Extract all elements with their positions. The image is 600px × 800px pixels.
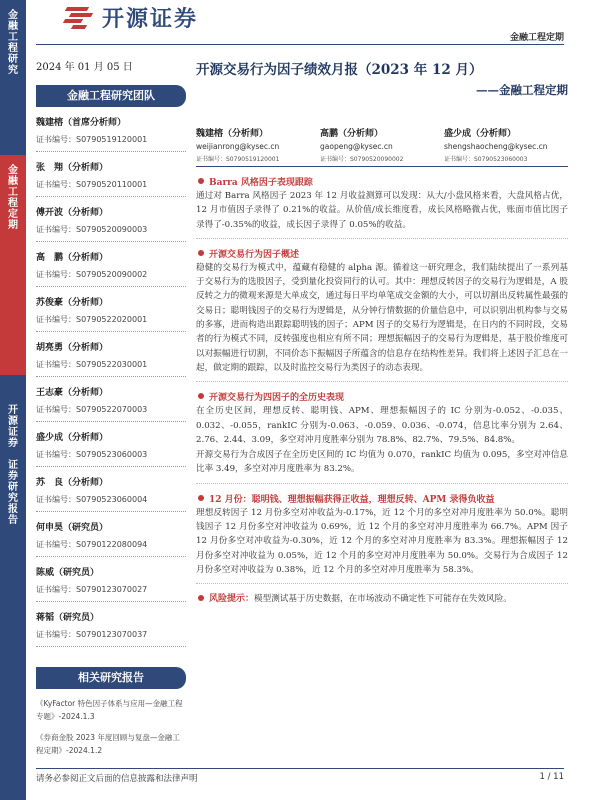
analyst-separator [36,331,186,332]
logo-stripes-icon [62,5,96,29]
side-char: 究 [8,65,18,76]
section-divider [196,483,568,484]
analyst-separator [36,646,186,647]
analyst-cert: 证书编号：S0790519120001 [36,135,148,144]
footer-disclaimer: 请务必参阅正文后面的信息披露和法律声明 [36,774,198,784]
risk-text: 模型测试基于历史数据，在市场波动不确定性下可能存在失效风险。 [254,594,512,605]
analyst-separator [36,241,186,242]
analyst-name: 苏俊豪（分析师） [36,298,109,308]
analyst-separator [36,466,186,467]
report-date: 2024 年 01 月 05 日 [36,62,133,73]
related-report-link[interactable]: 《券商金股 2023 年度回顾与复盘—金融工程定期》-2024.1.2 [36,733,180,755]
section-title: 开源交易行为四因子的全历史表现 [209,393,345,404]
side-strip-report [0,375,26,800]
section-text: 稳健的交易行为模式中，蕴藏有稳健的 alpha 源。循着这一研究理念，我们陆续提出了一系列基于交易行为的选股因子，受到量化投资同行的认可。其中：理想反转因子的交易行为逻辑是，A 股反转之力的微观来源是大单成交，通过每日平均单笔成交金额的大小，可以切割出反转属性最强的交易日；聪明钱因子的交易行为逻辑是，从分钟行情数据的价量信息中，可以识别出机构参与交易的多寡，进而构造出跟踪聪明钱的因子；APM 因子的交易行为逻辑是，在日内的不同时段，交易者的行为模式不同，反转强度也相应有所不同；理想振幅因子的交易行为逻辑是，基于股价维度可以对振幅进行切割，不同价态下振幅因子所蕴含的信息存在结构性差异。我们将上述因子汇总在一起，做定期的跟踪，以及时监控交易行为类因子的动态表现。 [196,262,568,373]
author-cert: 证书编号：S0790523060003 [444,156,528,163]
side-char: 研 [8,482,18,493]
section-title: 开源交易行为因子概述 [209,249,300,260]
analyst-entry [36,475,186,512]
section-text-2: 开源交易行为合成因子在全历史区间的 IC 均值为 0.070，rankIC 均值为 0.095，多空对冲信息比率 3.49，多空对冲月度胜率为 83.2%。 [196,450,568,475]
side-char: 券 [8,471,18,482]
section-risk [196,592,568,606]
side-strip-research [0,0,26,155]
analyst-cert: 证书编号：S0790522070003 [36,405,148,414]
bullet-icon [198,250,204,256]
section-title: 12 月份：聪明钱、理想振幅获得正收益，理想反转、APM 录得负收益 [209,494,495,505]
analyst-cert: 证书编号：S0790523060003 [36,450,148,459]
analyst-cert: 证书编号：S0790520090002 [36,270,148,279]
analyst-name: 魏建榕（首席分析师） [36,118,127,128]
analyst-separator [36,151,186,152]
side-char: 程 [8,198,18,209]
section-overview [196,247,568,375]
author-email[interactable]: shengshaocheng@kysec.cn [444,142,548,151]
section-history [196,390,568,476]
footer-divider [36,768,564,769]
author-block [196,126,568,167]
side-char: 证 [8,460,18,471]
analyst-name: 陈威（研究员） [36,568,100,578]
analyst-list [36,115,186,647]
analyst-separator [36,601,186,602]
related-reports-list [36,697,186,757]
main-column [196,52,568,607]
section-text: 理想反转因子 12 月份多空对冲收益为-0.17%，近 12 个月的多空对冲月度胜率为 50.0%。聪明钱因子 12 月份多空对冲收益为 0.69%，近 12 个月的多空对冲月度胜率为 66.7%。APM 因子 12 月份多空对冲收益为-0.30%，近 12 个月的多空对冲月度胜率为 83.3%。理想振幅因子 12 月份多空对冲收益为 0.05%，近 12 个月的多空对冲月度胜率为 50.0%。交易行为合成因子 12 月份多空对冲收益为 0.38%，近 12 个月的多空对冲月度胜率为 58.3%。 [196,507,568,575]
analyst-entry [36,340,186,377]
section-title: Barra 风格因子表现跟踪 [209,178,313,188]
author-cert: 证书编号：S0790520090002 [320,156,404,163]
side-char: 工 [8,187,18,198]
analyst-cert: 证书编号：S0790520090003 [36,225,148,234]
header-divider [36,44,564,45]
side-char: 金 [8,10,18,21]
company-logo [62,4,198,30]
analyst-entry [36,385,186,422]
author-entry [196,126,320,163]
side-char: 告 [8,515,18,526]
analyst-name: 高 鹏（分析师） [36,253,109,263]
analyst-entry [36,520,186,557]
side-char: 期 [8,220,18,231]
section-december [196,492,568,577]
side-char: 融 [8,176,18,187]
section-divider [196,583,568,584]
section-divider [196,381,568,382]
related-reports-title: 相关研究报告 [36,667,186,689]
bullet-icon [198,495,204,501]
report-title: 开源交易行为因子绩效月报（2023 年 12 月） [196,62,483,78]
analyst-entry [36,610,186,647]
author-entry [320,126,444,163]
analyst-cert: 证书编号：S0790122080094 [36,540,148,549]
analyst-name: 傅开波（分析师） [36,208,109,218]
analyst-separator [36,556,186,557]
side-char: 金 [8,165,18,176]
team-title: 金融工程研究团队 [36,85,186,107]
analyst-name: 何申昊（研究员） [36,523,109,533]
section-divider [196,238,568,239]
bullet-icon [198,595,204,601]
side-char: 程 [8,43,18,54]
side-char: 研 [8,54,18,65]
author-name: 魏建榕（分析师） [196,129,269,139]
analyst-separator [36,196,186,197]
author-name: 盛少成（分析师） [444,129,517,139]
analyst-name: 盛少成（分析师） [36,433,109,443]
side-char: 定 [8,209,18,220]
side-char: 报 [8,504,18,515]
side-char: 工 [8,32,18,43]
analyst-cert: 证书编号：S0790523060004 [36,495,148,504]
side-char: 开 [8,405,18,416]
author-entry [444,126,568,163]
analyst-separator [36,286,186,287]
bullet-icon [198,393,204,399]
section-text: 在全历史区间，理想反转、聪明钱、APM、理想振幅因子的 IC 分别为-0.052、-0.035、0.032、-0.055，rankIC 分别为-0.063、-0.059、0.036、-0.074，信息比率分别为 2.64、2.76、2.44、3.09，多空对冲月度胜率分别为 78.8%、82.7%、79.5%、84.8%。 [196,406,568,445]
header-category: 金融工程定期 [509,33,564,43]
analyst-name: 蒋韬（研究员） [36,613,100,623]
author-email[interactable]: gaopeng@kysec.cn [320,142,393,151]
analyst-name: 王志豪（分析师） [36,388,109,398]
side-strip-periodic [0,155,26,375]
side-char: 源 [8,416,18,427]
analyst-cert: 证书编号：S0790522030001 [36,360,148,369]
page-number: 1 / 11 [539,772,564,782]
left-column [36,52,186,757]
analyst-cert: 证书编号：S0790123070027 [36,585,148,594]
report-subtitle: ——金融工程定期 [476,83,568,97]
analyst-cert: 证书编号：S0790123070037 [36,630,148,639]
analyst-entry [36,250,186,287]
side-char [0,449,26,460]
analyst-name: 张 翔（分析师） [36,163,109,173]
analyst-entry [36,115,186,152]
analyst-name: 苏 良（分析师） [36,478,109,488]
section-text: 通过对 Barra 风格因子 2023 年 12 月收益测算可以发现：从大/小盘风格来看，大盘风格占优，12 月市值因子录得了 0.21%的收益。从价值/成长维度看，成长风格略微占优，账面市值比因子录得了-0.35%的收益，成长因子录得了 0.05%的收益。 [196,191,568,230]
analyst-separator [36,511,186,512]
risk-title: 风险提示： [209,594,255,605]
logo-text: 开源证券 [102,5,199,32]
side-char: 融 [8,21,18,32]
analyst-name: 胡亮勇（分析师） [36,343,109,353]
analyst-cert: 证书编号：S0790520110001 [36,180,148,189]
author-cert: 证书编号：S0790519120001 [196,156,280,163]
analyst-entry [36,160,186,197]
analyst-separator [36,421,186,422]
analyst-entry [36,295,186,332]
analyst-entry [36,205,186,242]
analyst-cert: 证书编号：S0790522020001 [36,315,148,324]
side-char: 证 [8,427,18,438]
author-email[interactable]: weijianrong@kysec.cn [196,142,280,151]
analyst-separator [36,376,186,377]
author-name: 高鹏（分析师） [320,129,384,139]
analyst-entry [36,430,186,467]
side-char: 券 [8,438,18,449]
bullet-icon [198,178,204,184]
related-report-link[interactable]: 《KyFactor 特色因子体系与应用—金融工程专题》-2024.1.3 [36,699,183,721]
side-char: 究 [8,493,18,504]
section-barra [196,175,568,232]
analyst-entry [36,565,186,602]
